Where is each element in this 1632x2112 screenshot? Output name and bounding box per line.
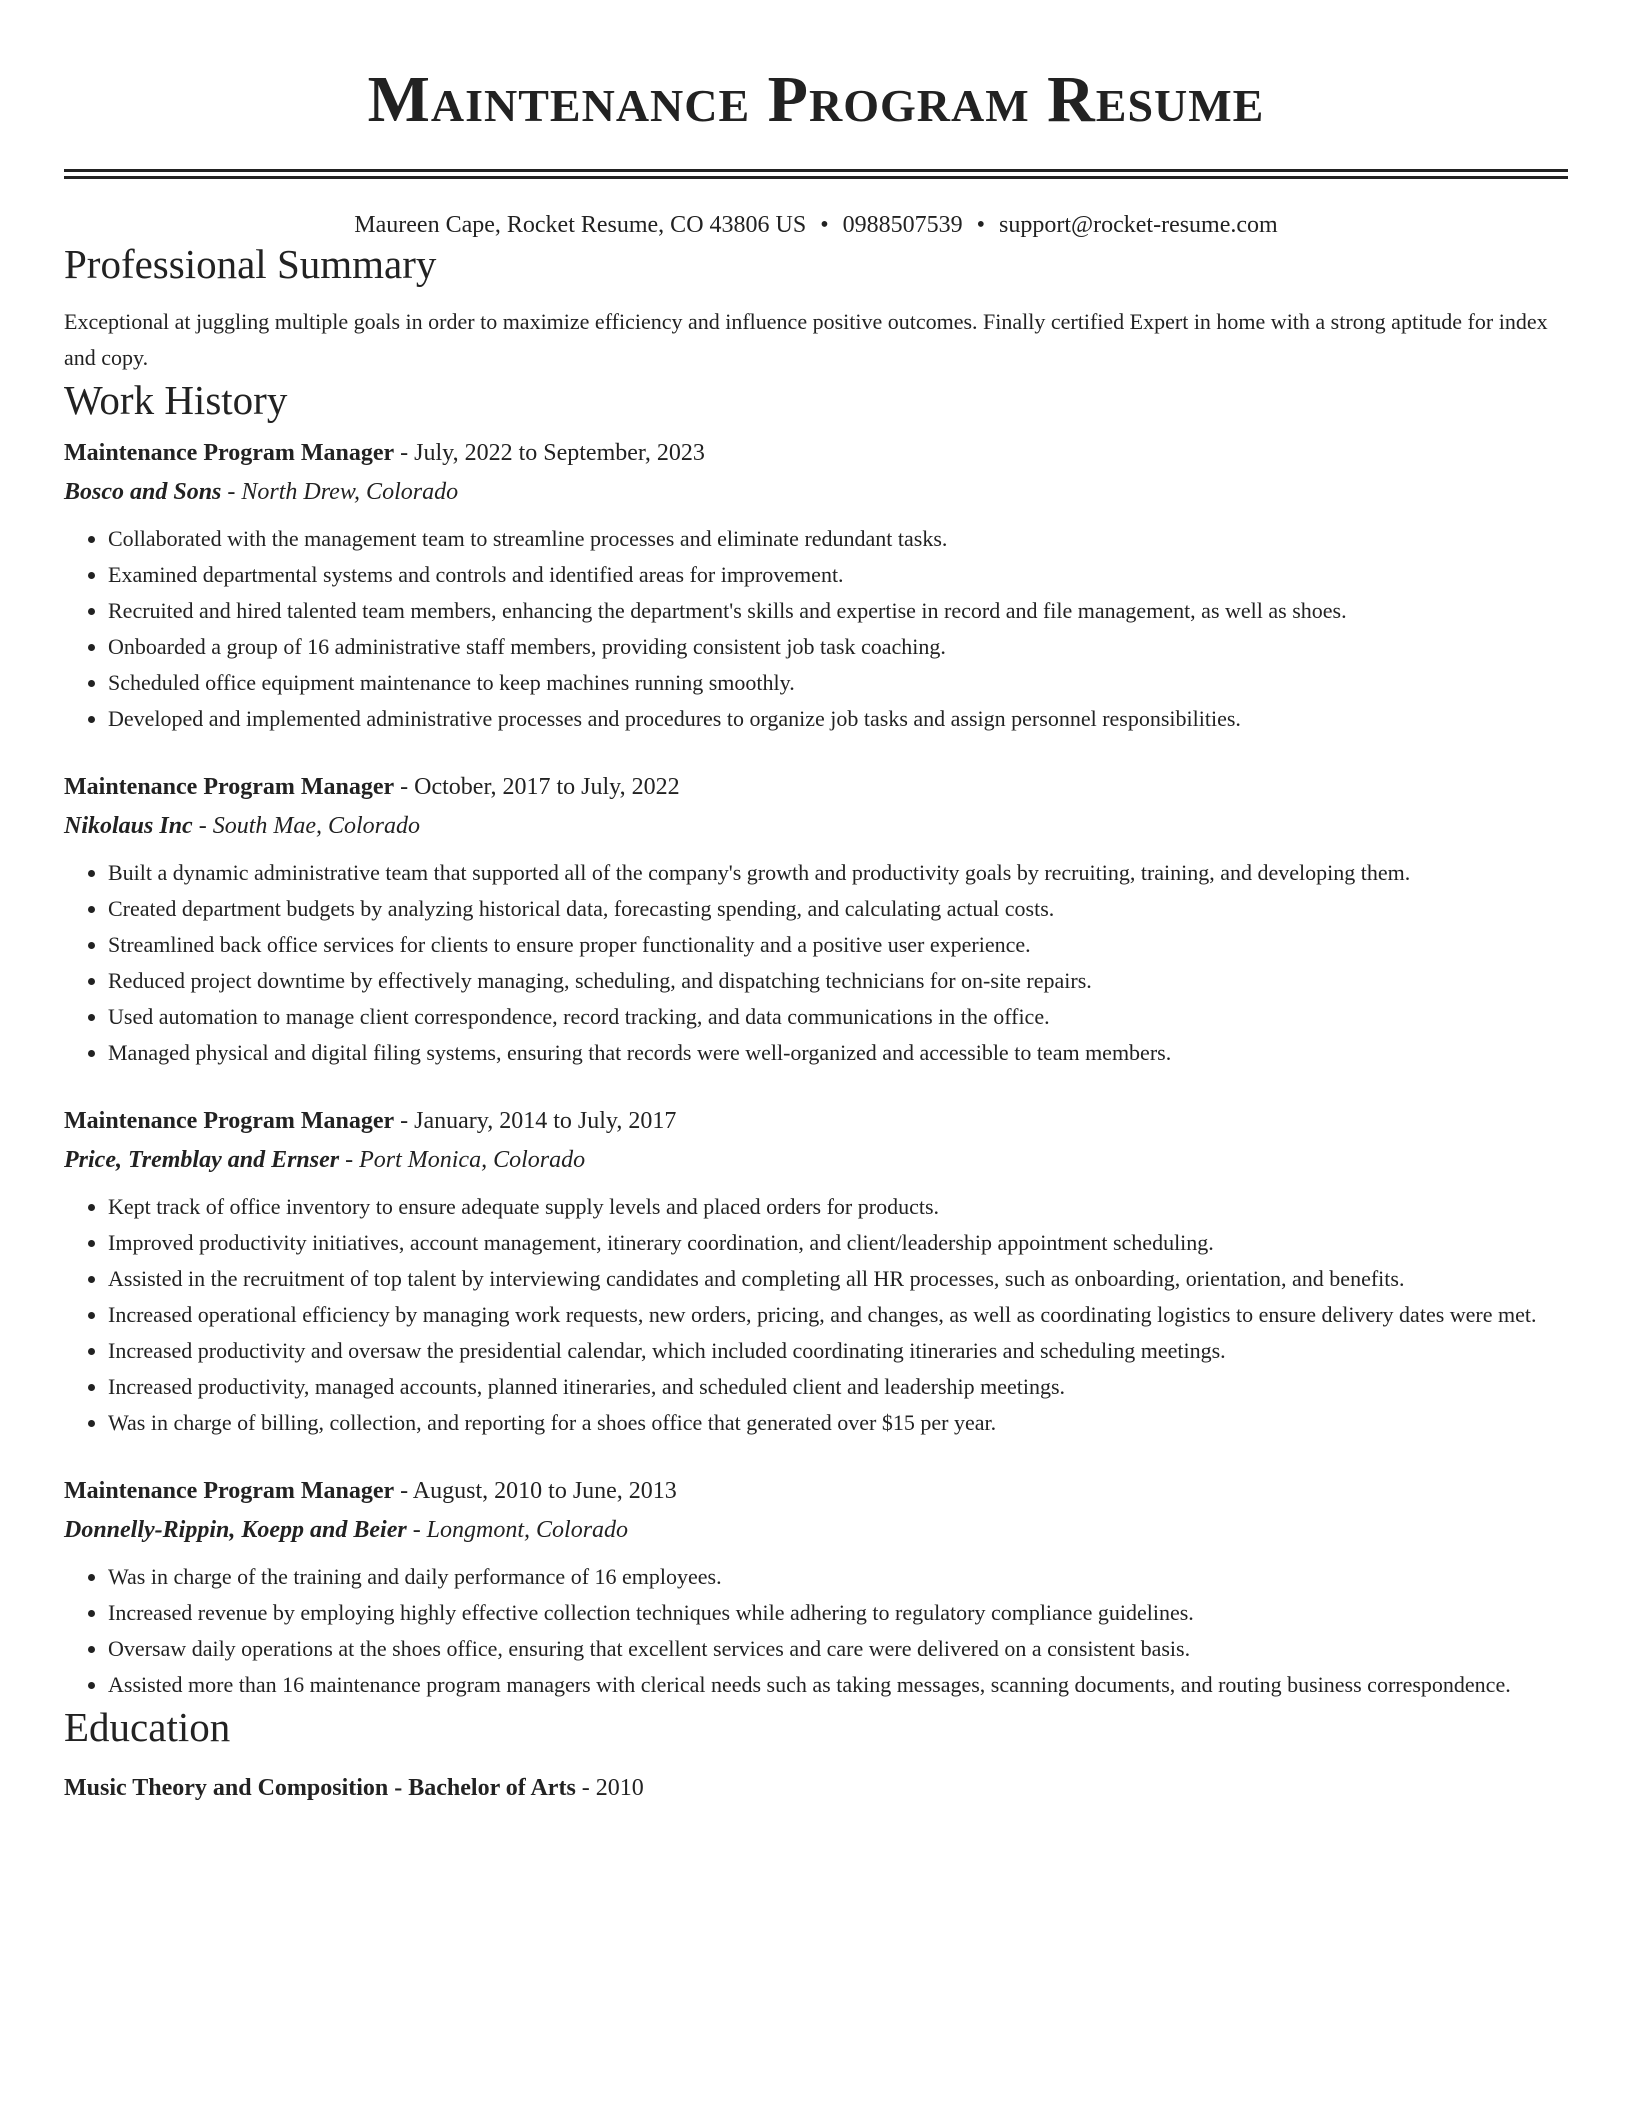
contact-separator: • — [976, 212, 986, 238]
job-company: Nikolaus Inc — [64, 813, 193, 839]
job-bullet: • Collaborated with the management team to streamline processes and eliminate redundant tasks. — [108, 521, 1568, 557]
resume-title: Maintenance Program Resume — [367, 63, 1265, 136]
job-company: Price, Tremblay and Ernser — [64, 1147, 340, 1173]
title-divider — [64, 169, 1568, 179]
education-entry — [64, 1773, 1568, 1803]
job-entry — [64, 1106, 1568, 1441]
job-dates: - January, 2014 to July, 2017 — [394, 1108, 677, 1134]
job-role: Maintenance Program Manager — [64, 1478, 395, 1504]
job-bullet: • Examined departmental systems and controls and identified areas for improvement. — [108, 557, 1568, 593]
job-company: Bosco and Sons — [64, 479, 222, 505]
job-location: - North Drew, Colorado — [221, 479, 459, 505]
job-bullet: • Increased productivity, managed accounts, planned itineraries, and scheduled client and leadership meetings. — [108, 1369, 1568, 1405]
education-list — [64, 1773, 1568, 1803]
job-bullet: • Onboarded a group of 16 administrative staff members, providing consistent job task coaching. — [108, 629, 1568, 665]
work-history-heading: Work History — [64, 377, 288, 423]
education-heading: Education — [64, 1704, 231, 1750]
summary-text: Exceptional at juggling multiple goals in order to maximize efficiency and influence positive outcomes. Finally certified Expert in home with a strong aptitude for index and copy. — [64, 309, 1548, 370]
job-location: - Longmont, Colorado — [406, 1517, 629, 1543]
contact-phone: 0988507539 — [842, 212, 963, 238]
job-entry — [64, 772, 1568, 1071]
job-company-line — [64, 1515, 1568, 1545]
job-role: Maintenance Program Manager — [64, 1108, 395, 1134]
job-role: Maintenance Program Manager — [64, 440, 395, 466]
job-bullet: • Increased productivity and oversaw the presidential calendar, which included coordinating itineraries and scheduling meetings. — [108, 1333, 1568, 1369]
job-bullet: • Kept track of office inventory to ensure adequate supply levels and placed orders for products. — [108, 1189, 1568, 1225]
job-bullet: • Assisted in the recruitment of top talent by interviewing candidates and completing all HR processes, such as onboarding, orientation, and benefits. — [108, 1261, 1568, 1297]
job-bullet: • Assisted more than 16 maintenance program managers with clerical needs such as taking messages, scanning documents, and routing business correspondence. — [108, 1667, 1568, 1703]
contact-line — [64, 210, 1568, 240]
job-header — [64, 1106, 1568, 1136]
job-bullet: • Created department budgets by analyzing historical data, forecasting spending, and calculating actual costs. — [108, 891, 1568, 927]
job-bullet: • Recruited and hired talented team members, enhancing the department's skills and expertise in record and file management, as well as shoes. — [108, 593, 1568, 629]
summary-heading: Professional Summary — [64, 241, 437, 287]
job-bullet: • Was in charge of billing, collection, and reporting for a shoes office that generated over $15 per year. — [108, 1405, 1568, 1441]
job-bullet-list — [64, 521, 1568, 737]
job-entry — [64, 1476, 1568, 1703]
job-bullet: • Improved productivity initiatives, account management, itinerary coordination, and client/leadership appointment scheduling. — [108, 1225, 1568, 1261]
job-bullet: • Streamlined back office services for clients to ensure proper functionality and a positive user experience. — [108, 927, 1568, 963]
job-company-line — [64, 811, 1568, 841]
contact-address: Maureen Cape, Rocket Resume, CO 43806 US — [354, 212, 807, 238]
job-bullet: • Reduced project downtime by effectively managing, scheduling, and dispatching technicians for on-site repairs. — [108, 963, 1568, 999]
job-dates: - July, 2022 to September, 2023 — [394, 440, 705, 466]
contact-separator: • — [820, 212, 829, 238]
job-bullet-list — [64, 855, 1568, 1071]
job-bullet-list — [64, 1559, 1568, 1703]
job-header — [64, 438, 1568, 468]
work-history-list — [64, 438, 1568, 1703]
contact-email: support@rocket-resume.com — [999, 212, 1278, 238]
job-bullet: • Managed physical and digital filing systems, ensuring that records were well-organized and accessible to team members. — [108, 1035, 1568, 1071]
job-bullet: • Increased revenue by employing highly effective collection techniques while adhering to regulatory compliance guidelines. — [108, 1595, 1568, 1631]
job-bullet: • Increased operational efficiency by managing work requests, new orders, pricing, and changes, as well as coordinating logistics to ensure delivery dates were met. — [108, 1297, 1568, 1333]
job-dates: - October, 2017 to July, 2022 — [394, 774, 680, 800]
job-dates: - August, 2010 to June, 2013 — [394, 1478, 677, 1504]
job-location: - South Mae, Colorado — [192, 813, 421, 839]
job-bullet: • Oversaw daily operations at the shoes office, ensuring that excellent services and care were delivered on a consistent basis. — [108, 1631, 1568, 1667]
job-company-line — [64, 1145, 1568, 1175]
job-bullet: • Built a dynamic administrative team that supported all of the company's growth and productivity goals by recruiting, training, and developing them. — [108, 855, 1568, 891]
education-year: - 2010 — [575, 1775, 644, 1801]
job-bullet: • Used automation to manage client correspondence, record tracking, and data communications in the office. — [108, 999, 1568, 1035]
job-bullet: • Scheduled office equipment maintenance to keep machines running smoothly. — [108, 665, 1568, 701]
job-header — [64, 772, 1568, 802]
job-header — [64, 1476, 1568, 1506]
job-bullet: • Developed and implemented administrative processes and procedures to organize job tasks and assign personnel responsibilities. — [108, 701, 1568, 737]
job-company-line — [64, 477, 1568, 507]
job-location: - Port Monica, Colorado — [339, 1147, 586, 1173]
job-role: Maintenance Program Manager — [64, 774, 395, 800]
job-bullet-list — [64, 1189, 1568, 1441]
job-bullet: • Was in charge of the training and daily performance of 16 employees. — [108, 1559, 1568, 1595]
job-company: Donnelly-Rippin, Koepp and Beier — [64, 1517, 407, 1543]
job-entry — [64, 438, 1568, 737]
education-degree: Music Theory and Composition - Bachelor of Arts — [64, 1775, 576, 1801]
